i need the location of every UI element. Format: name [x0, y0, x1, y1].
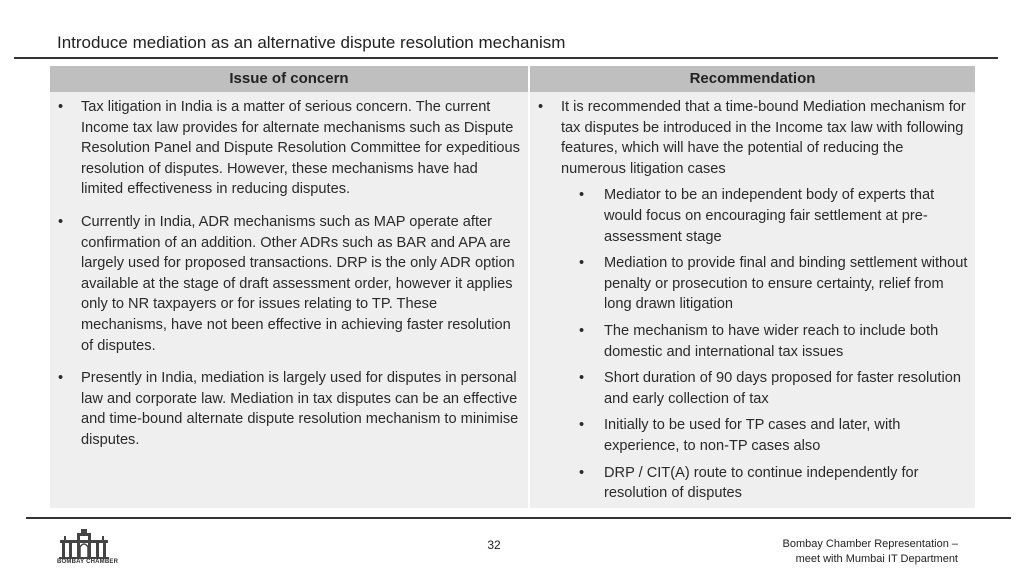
page-number: 32	[487, 538, 501, 552]
footer-note	[720, 537, 958, 567]
building-logo-icon	[57, 528, 111, 560]
footer-note-line2: meet with Mumbai IT Department	[795, 553, 958, 565]
recommendation-list	[536, 97, 970, 504]
concern-recommendation-table	[50, 66, 975, 508]
recommendation-item	[536, 97, 970, 504]
feature-item: • The mechanism to have wider reach to include both domestic and international tax issues	[561, 321, 970, 362]
feature-list	[561, 185, 970, 503]
issues-list	[56, 97, 522, 451]
header-recommendation: Recommendation	[689, 70, 816, 87]
feature-item: • Mediation to provide final and binding settlement without penalty or prosecution to ensure certainty, relief from long drawn litigation	[561, 253, 970, 315]
feature-item: • Initially to be used for TP cases and later, with experience, to non-TP cases also	[561, 415, 970, 456]
logo-text: BOMBAY CHAMBER	[57, 559, 119, 565]
recommendation-column	[536, 97, 970, 510]
title-divider	[14, 57, 998, 59]
footer-note-line1: Bombay Chamber Representation –	[782, 538, 958, 550]
slide-title: Introduce mediation as an alternative dispute resolution mechanism	[57, 33, 566, 52]
feature-item: • Short duration of 90 days proposed for faster resolution and early collection of tax	[561, 368, 970, 409]
issue-item: • Currently in India, ADR mechanisms such as MAP operate after confirmation of an addition. Other ADRs such as BAR and APA are largely used for proposed transactions. DRP is the only ADR option available at the stage of draft assessment order, however it applies only to NR taxpayers or for issues relating to TP. These mechanisms, have not been effective in achieving faster resolution of disputes.	[56, 212, 522, 356]
column-divider	[528, 66, 530, 508]
feature-item: • DRP / CIT(A) route to continue independently for resolution of disputes	[561, 463, 970, 504]
header-issue-of-concern: Issue of concern	[229, 70, 349, 87]
issue-item: • Presently in India, mediation is largely used for disputes in personal law and corporate law. Mediation in tax disputes can be an effective and time-bound alternate dispute resolution mechanism to minimise disputes.	[56, 368, 522, 450]
recommendation-intro: It is recommended that a time-bound Mediation mechanism for tax disputes be introduced in the Income tax law with following features, which will have the potential of reducing the numerous litigation cases	[561, 99, 966, 177]
issue-item: • Tax litigation in India is a matter of serious concern. The current Income tax law provides for alternate mechanisms such as Dispute Resolution Panel and Dispute Resolution Committee for expeditious resolution of disputes. However, these mechanisms have had limited effectiveness in reducing disputes.	[56, 97, 522, 200]
table-header-row	[50, 66, 975, 92]
bombay-chamber-logo	[57, 528, 119, 568]
issues-column	[56, 97, 522, 451]
footer-divider	[26, 517, 1011, 519]
feature-item: • Mediator to be an independent body of experts that would focus on encouraging fair settlement at pre-assessment stage	[561, 185, 970, 247]
